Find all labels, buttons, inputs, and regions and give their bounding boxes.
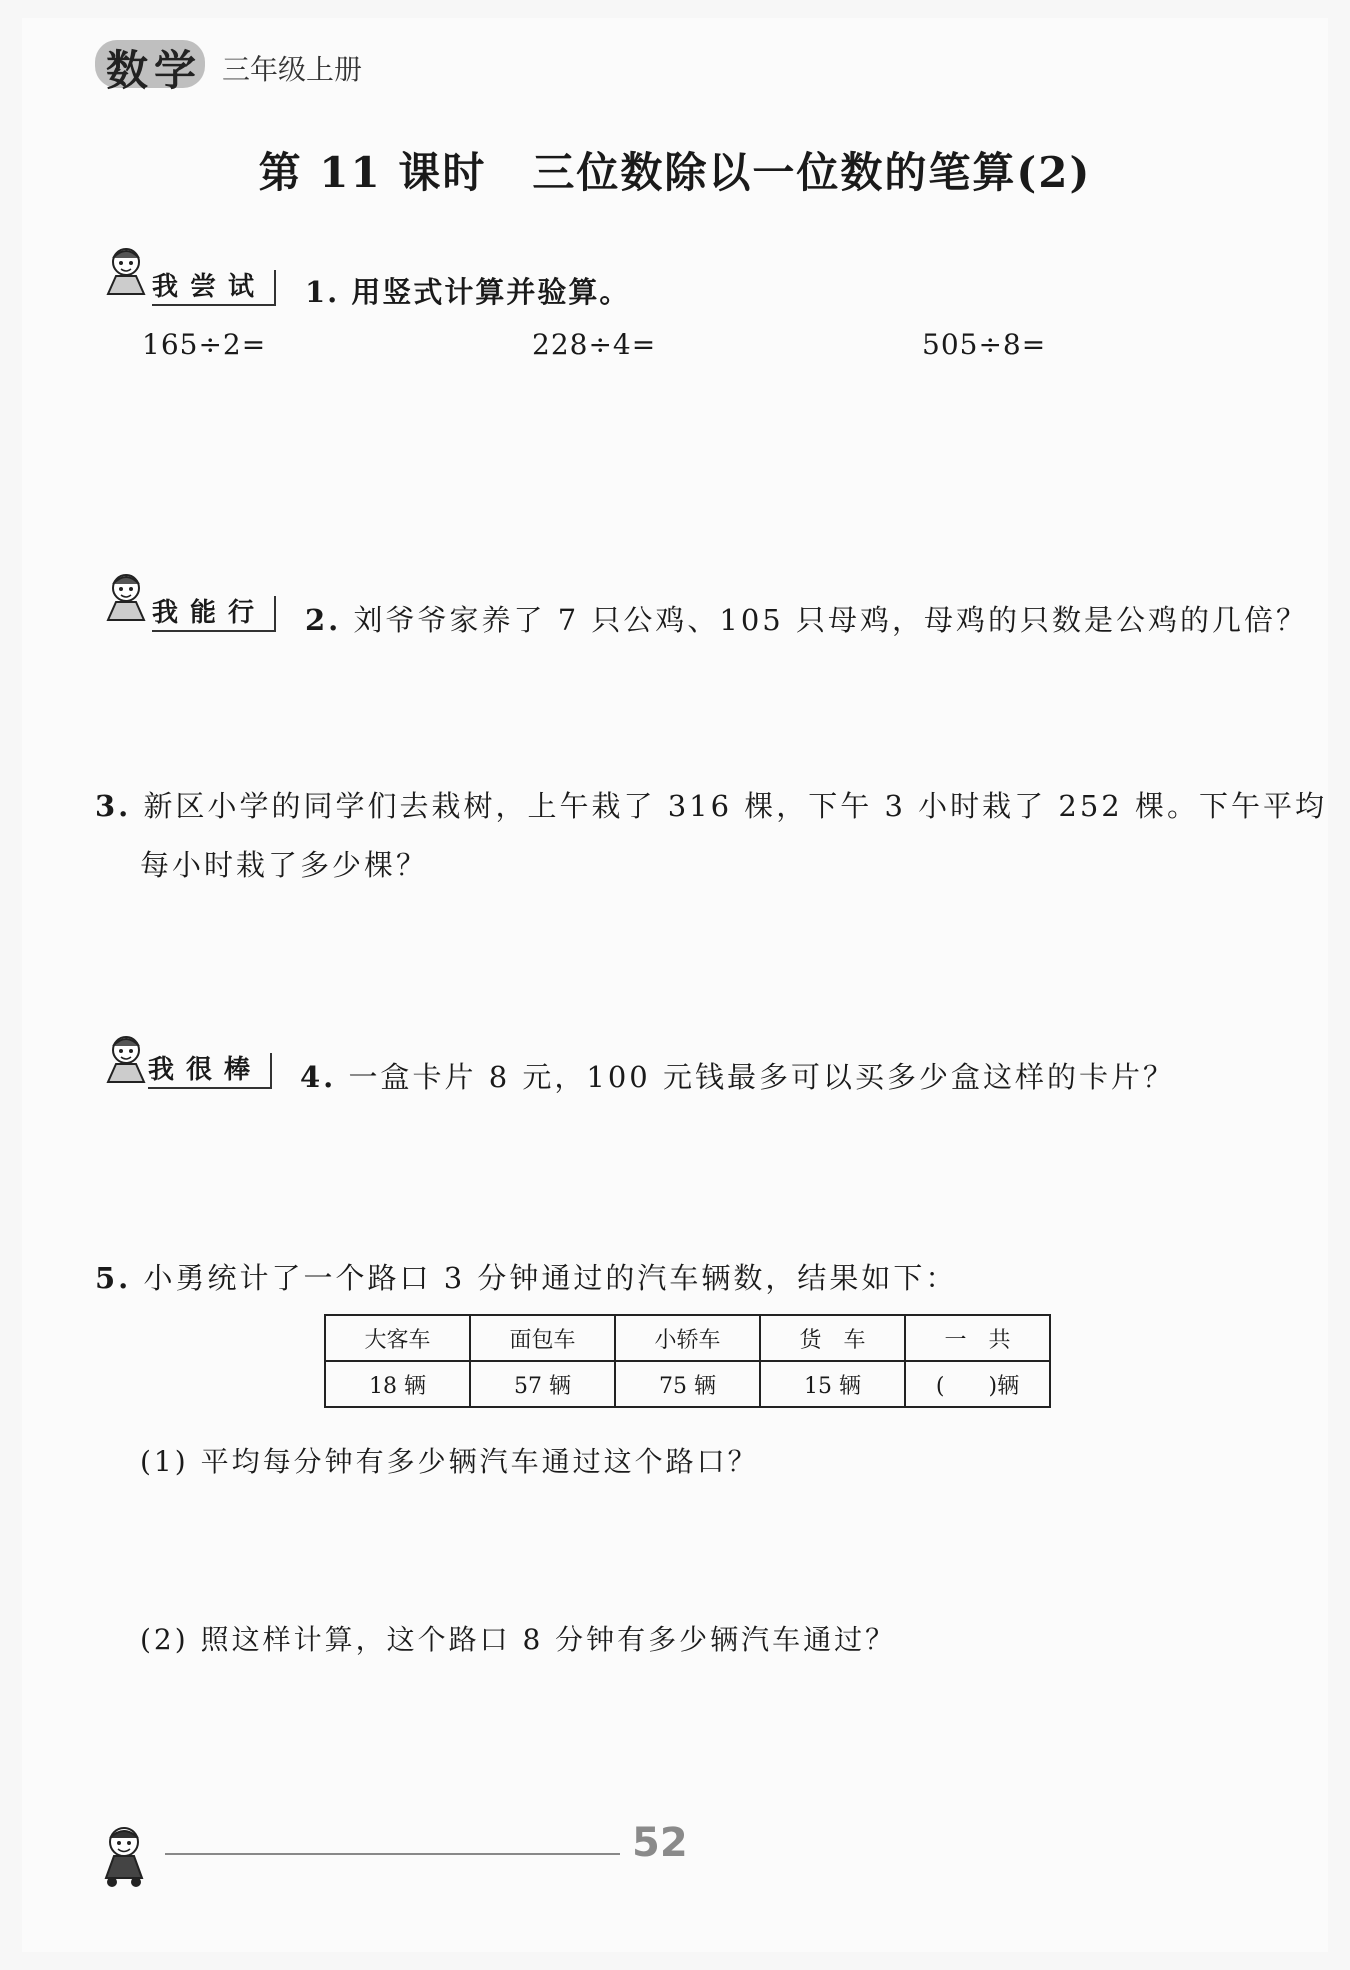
question-3-line-2: 每小时栽了多少棵？ [140,848,429,882]
question-text: 刘爷爷家养了 7 只公鸡、105 只母鸡，母鸡的只数是公鸡的几倍？ [353,603,1308,637]
table-cell-total: ( )辆 [905,1361,1050,1407]
calc-2: 228÷4= [532,328,657,361]
table-header-cell: 货 车 [760,1315,905,1361]
section-tag-great: 我很棒 [148,1053,272,1089]
table-cell: 18 辆 [325,1361,470,1407]
lesson-title [0,140,1350,200]
vehicle-table [324,1314,1051,1408]
subject-label: 数学 [106,46,203,95]
question-text-line-1: 新区小学的同学们去栽树，上午栽了 316 棵，下午 3 小时栽了 252 棵。下午平均 [143,789,1327,823]
table-header-cell: 大客车 [325,1315,470,1361]
table-cell: 57 辆 [470,1361,615,1407]
question-text: 小勇统计了一个路口 3 分钟通过的汽车辆数，结果如下： [143,1261,958,1295]
question-3 [95,784,1327,825]
calc-1: 165÷2= [142,328,267,361]
question-number: 3. [95,789,132,823]
section-tag-can: 我能行 [152,596,276,632]
workbook-page [22,18,1328,1952]
girl-mascot-icon [98,1030,154,1092]
table-cell: 75 辆 [615,1361,760,1407]
sub-question-1: (1) 平均每分钟有多少辆汽车通过这个路口？ [140,1445,759,1478]
question-number: 1. [305,275,340,309]
girl-mascot-icon [98,568,154,630]
lesson-name: 三位数除以一位数的笔算(2) [532,148,1092,197]
question-text: 一盒卡片 8 元，100 元钱最多可以买多少盒这样的卡片？ [348,1060,1175,1094]
page-number: 52 [632,1820,688,1866]
question-number: 4. [300,1060,337,1094]
calc-3: 505÷8= [922,328,1047,361]
question-4 [300,1055,1175,1096]
table-header-row [325,1315,1050,1361]
table-cell: 15 辆 [760,1361,905,1407]
question-2 [305,598,1308,639]
question-text: 用竖式计算并验算。 [351,275,631,309]
question-number: 5. [95,1261,132,1295]
table-header-cell: 小轿车 [615,1315,760,1361]
question-number: 2. [305,603,342,637]
table-row [325,1361,1050,1407]
table-header-cell: 一 共 [905,1315,1050,1361]
grade-label: 三年级上册 [222,53,363,86]
table-header-cell: 面包车 [470,1315,615,1361]
question-5 [95,1256,957,1297]
footer-divider [165,1853,620,1855]
section-tag-try: 我尝试 [152,270,276,306]
girl-mascot-icon [98,242,154,304]
question-1 [305,270,630,311]
boy-mascot-icon [92,1820,162,1890]
sub-question-2: (2) 照这样计算，这个路口 8 分钟有多少辆汽车通过？ [140,1623,897,1656]
lesson-number: 第 11 课时 [258,148,487,197]
